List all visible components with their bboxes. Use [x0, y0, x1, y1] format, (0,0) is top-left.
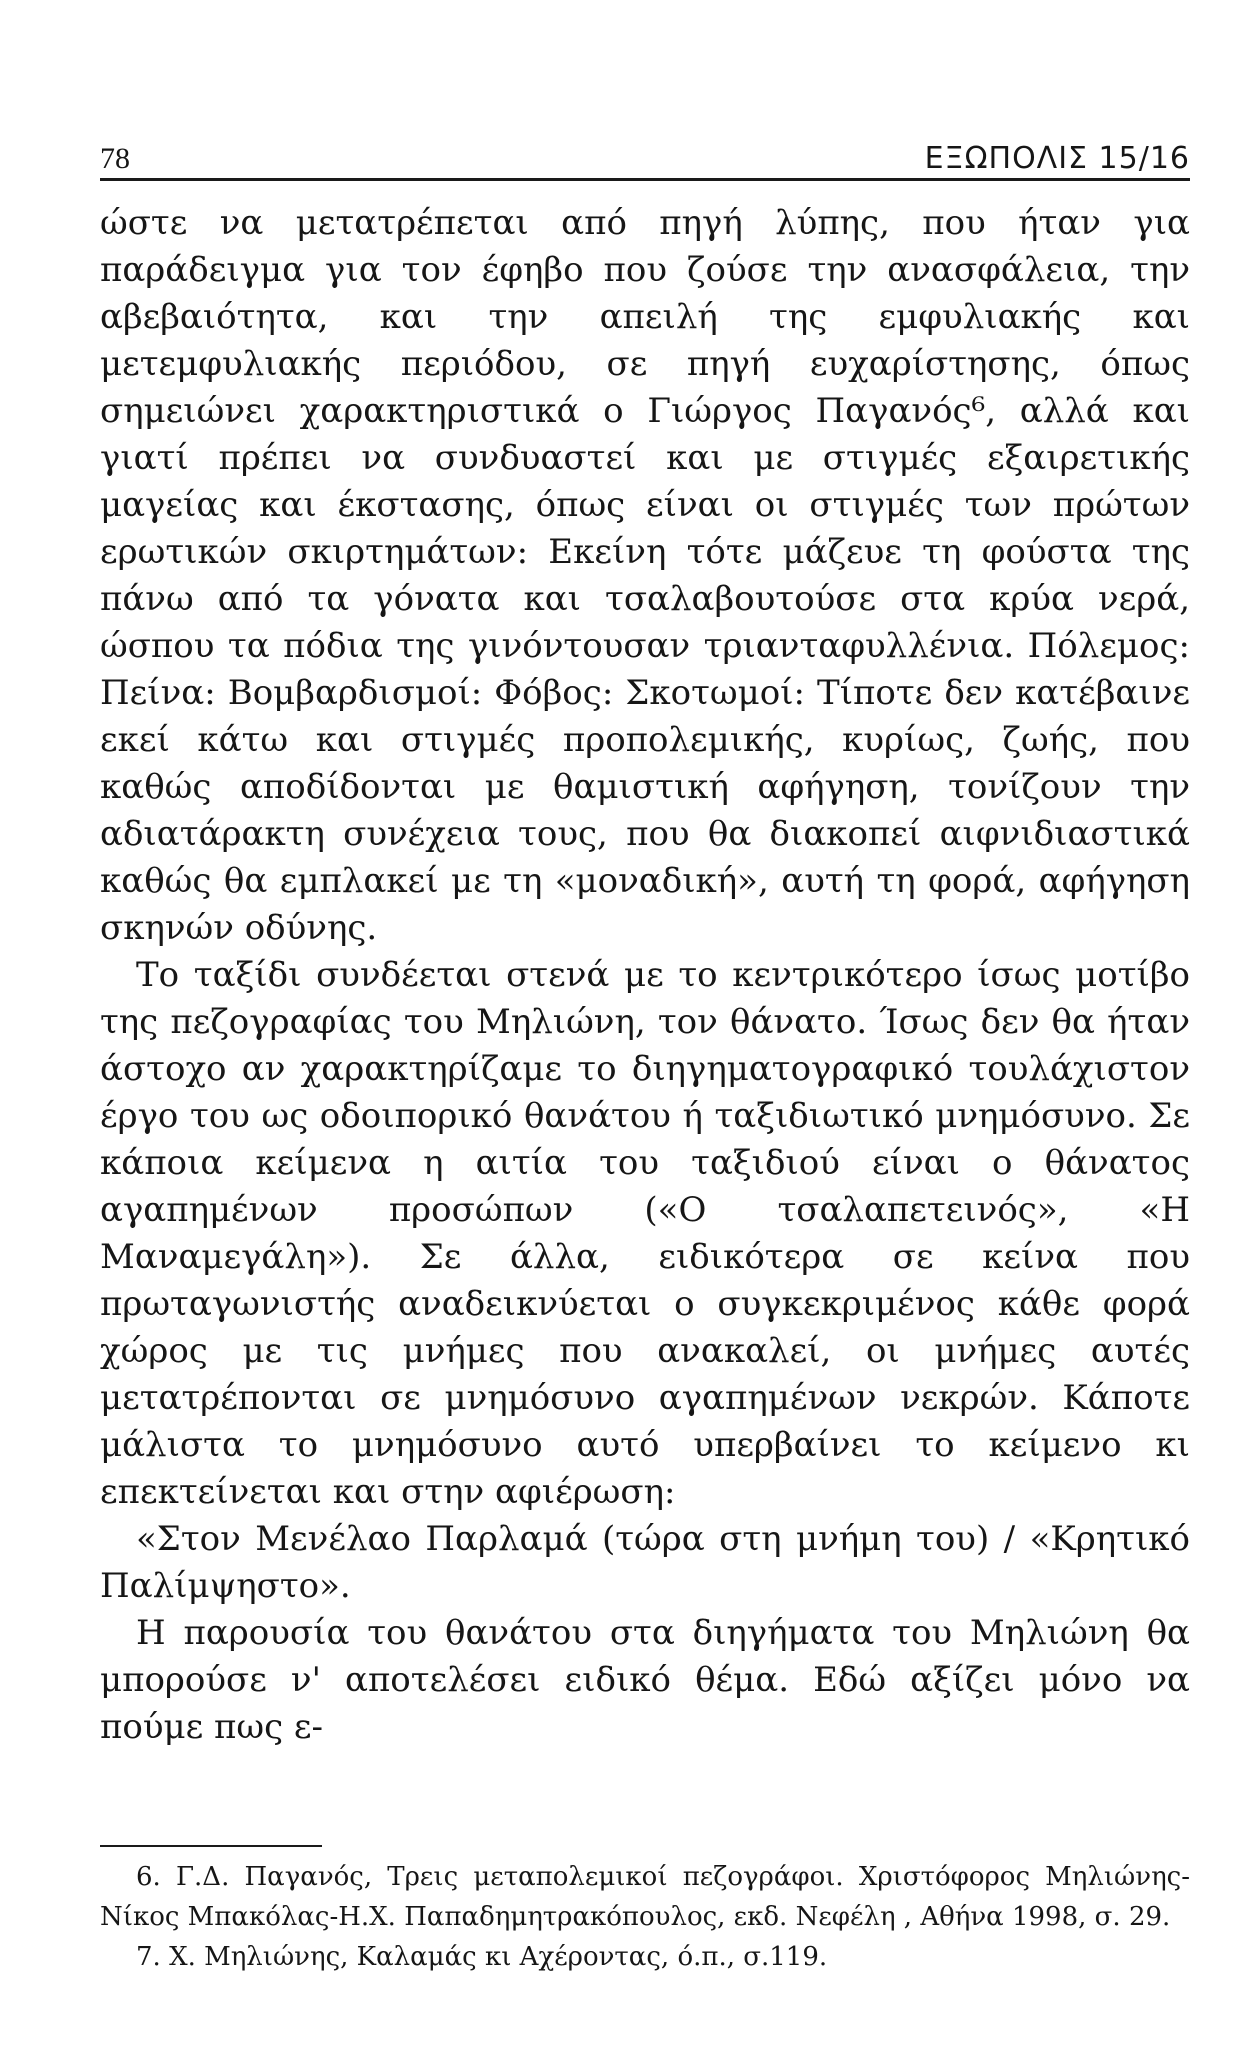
body-text [100, 200, 1190, 1751]
paragraph-2: Το ταξίδι συνδέεται στενά με το κεντρικότερο ίσως μοτίβο της πεζογραφίας του Μηλιώνη, τον θάνατο. Ίσως δεν θα ήταν άστοχο αν χαρακτηρίζαμε το διηγηματογραφικό τουλάχιστον έργο του ως οδοιπορικό θανάτου ή ταξιδιωτικό μνημόσυνο. Σε κάποια κείμενα η αιτία του ταξιδιού είναι ο θάνατος αγαπημένων προσώπων («Ο τσαλαπετεινός», «Η Μαναμεγάλη»). Σε άλλα, ειδικότερα σε κείνα που πρωταγωνιστής αναδεικνύεται ο συγκεκριμένος κάθε φορά χώρος με τις μνήμες που ανακαλεί, οι μνήμες αυτές μετατρέπονται σε μνημόσυνο αγαπημένων νεκρών. Κάποτε μάλιστα το μνημόσυνο αυτό υπερβαίνει το κείμενο κι επεκτείνεται και στην αφιέρωση: [100, 955, 1190, 1512]
footnote-rule [100, 1845, 322, 1847]
paragraph-3: Η παρουσία του θανάτου στα διηγήματα του Μηλιώνη θα μπορούσε ν' αποτελέσει ειδικό θέμα. Εδώ αξίζει μόνο να πούμε πως ε- [100, 1613, 1190, 1747]
footnote-7: 7. Χ. Μηλιώνης, Καλαμάς κι Αχέροντας, ό.π., σ.119. [136, 1942, 828, 1972]
page-header [100, 132, 1190, 181]
paragraph-1: ώστε να μετατρέπεται από πηγή λύπης, που ήταν για παράδειγμα για τον έφηβο που ζούσε την ανασφάλεια, την αβεβαιότητα, και την απειλή της εμφυλιακής και μετεμφυλιακής περιόδου, σε πηγή ευχαρίστησης, όπως σημειώνει χαρακτηριστικά ο Γιώργος Παγανός⁶, αλλά και γιατί πρέπει να συνδυαστεί και με στιγμές εξαιρετικής μαγείας και έκστασης, όπως είναι οι στιγμές των πρώτων ερωτικών σκιρτημάτων: Εκείνη τότε μάζευε τη φούστα της πάνω από τα γόνατα και τσαλαβουτούσε στα κρύα νερά, ώσπου τα πόδια της γινόντουσαν τριανταφυλλένια. Πόλεμος: Πείνα: Βομβαρδισμοί: Φόβος: Σκοτωμοί: Τίποτε δεν κατέβαινε εκεί κάτω και στιγμές προπολεμικής, κυρίως, ζωής, που καθώς αποδίδονται με θαμιστική αφήγηση, τονίζουν την αδιατάρακτη συνέχεια τους, που θα διακοπεί αιφνιδιαστικά καθώς θα εμπλακεί με τη «μοναδική», αυτή τη φορά, αφήγηση σκηνών οδύνης. [100, 203, 1190, 948]
footnote-6: 6. Γ.Δ. Παγανός, Τρεις μεταπολεμικοί πεζογράφοι. Χριστόφορος Μηλιώνης-Νίκος Μπακόλας-Η.Χ. Παπαδημητρακόπουλος, εκδ. Νεφέλη , Αθήνα 1998, σ. 29. [100, 1862, 1190, 1932]
footnotes [100, 1845, 1190, 1977]
dedication-quote: «Στον Μενέλαο Παρλαμά (τώρα στη μνήμη του) / «Κρητικό Παλίμψηστο». [100, 1519, 1190, 1606]
running-title: ΕΞΩΠΟΛΙΣ 15/16 [924, 141, 1190, 176]
page-number: 78 [100, 142, 130, 175]
